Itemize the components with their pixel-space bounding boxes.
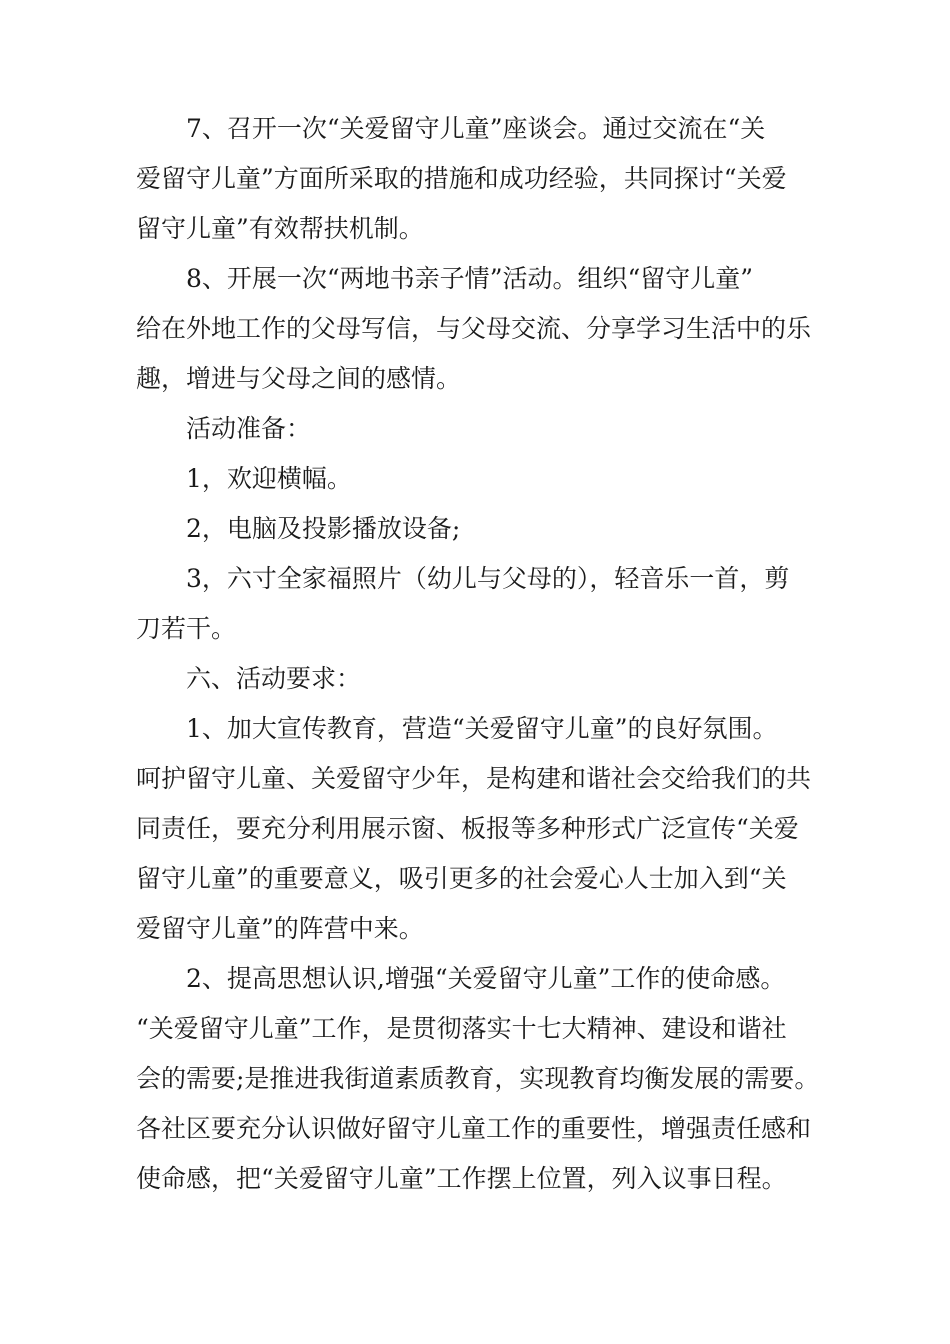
text-line: 活动准备： — [186, 414, 312, 443]
text-line: 8、开展一次“两地书亲子情”活动。组织“留守儿童” — [186, 264, 754, 293]
text-line: 六、活动要求： — [186, 664, 362, 693]
paragraph-item-7 — [136, 104, 826, 254]
list-item-equipment — [136, 504, 826, 554]
text-line: 爱留守儿童”方面所采取的措施和成功经验，共同探讨“关爱 — [136, 164, 787, 193]
text-line: 给在外地工作的父母写信，与父母交流、分享学习生活中的乐 — [136, 314, 812, 343]
text-line: 3，六寸全家福照片（幼儿与父母的），轻音乐一首，剪 — [186, 564, 790, 593]
text-line: 2、提高思想认识,增强“关爱留守儿童”工作的使命感。 — [186, 964, 786, 993]
text-line: “关爱留守儿童”工作，是贯彻落实十七大精神、建设和谐社 — [136, 1014, 787, 1043]
requirement-item-1 — [136, 704, 826, 954]
text-line: 7、召开一次“关爱留守儿童”座谈会。通过交流在“关 — [186, 114, 766, 143]
text-line: 会的需要;是推进我街道素质教育，实现教育均衡发展的需要。 — [136, 1064, 820, 1093]
text-line: 1，欢迎横幅。 — [186, 464, 352, 493]
text-line: 留守儿童”有效帮扶机制。 — [136, 214, 424, 243]
section-heading-preparation — [136, 404, 826, 454]
text-line: 呵护留守儿童、关爱留守少年，是构建和谐社会交给我们的共 — [136, 764, 812, 793]
document-body — [136, 104, 826, 1204]
requirement-item-2 — [136, 954, 826, 1204]
paragraph-item-8 — [136, 254, 826, 404]
text-line: 各社区要充分认识做好留守儿童工作的重要性，增强责任感和 — [136, 1114, 812, 1143]
text-line: 留守儿童”的重要意义，吸引更多的社会爱心人士加入到“关 — [136, 864, 787, 893]
text-line: 2，电脑及投影播放设备; — [186, 514, 461, 543]
text-line: 1、加大宣传教育，营造“关爱留守儿童”的良好氛围。 — [186, 714, 778, 743]
list-item-photos — [136, 554, 826, 654]
text-line: 同责任，要充分利用展示窗、板报等多种形式广泛宣传“关爱 — [136, 814, 799, 843]
section-heading-requirements — [136, 654, 826, 704]
text-line: 使命感，把“关爱留守儿童”工作摆上位置，列入议事日程。 — [136, 1164, 787, 1193]
text-line: 刀若干。 — [136, 614, 237, 643]
text-line: 爱留守儿童”的阵营中来。 — [136, 914, 424, 943]
text-line: 趣，增进与父母之间的感情。 — [136, 364, 462, 393]
list-item-banner — [136, 454, 826, 504]
